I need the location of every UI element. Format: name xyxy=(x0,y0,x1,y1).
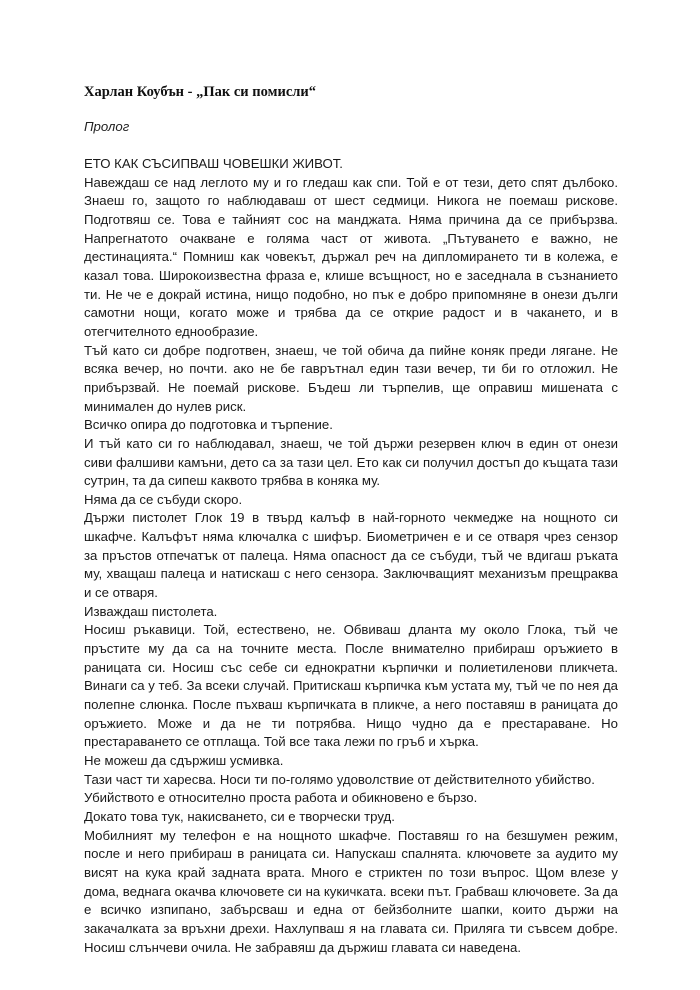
paragraph: Всичко опира до подготовка и търпение. xyxy=(84,417,333,433)
paragraph: И тъй като си го наблюдавал, знаеш, че той държи резервен ключ в един от онези сиви фалшиви камъни, дето са за тази цел. Ето как си получил достъп до къщата тази сутрин, та да сипеш каквото трябва в коняка му. xyxy=(84,435,618,489)
paragraph: ЕТО КАК СЪСИПВАШ ЧОВЕШКИ ЖИВОТ. xyxy=(84,156,343,171)
paragraph: Държи пистолет Глок 19 в твърд калъф в най-горното чекмедже на нощното си шкафче. Калъфът няма ключалка с шифър. Биометричен е и се отваря чрез сензор за пръстов отпечатък от палеца. Няма опасност да се събуди, тъй че вдигаш ръката му, хващаш палеца и натискаш с него сензора. Заключващият механизъм прещраква и се отваря. xyxy=(84,510,618,601)
paragraph: Докато това тук, накисването, си е творчески труд. xyxy=(84,808,395,824)
paragraph: Носиш ръкавици. Той, естествено, не. Обвиваш дланта му около Глока, тъй че пръстите му да са на точните места. После внимателно прибираш оръжието в раницата си. Носиш със себе си еднократни кърпички и полиетиленови пликчета. Винаги са у теб. За всеки случай. Притискаш кърпичка към устата му, тъй че по нея да полепне слюнка. После пъхваш кърпичката в пликче, а него поставяш в раницата до оръжието. Може и да не ти потрябва. Нищо чудно да е престараване. Но престараването се отплаща. Той все така лежи по гръб и хърка. xyxy=(84,622,618,750)
paragraph: Тази част ти харесва. Носи ти по-голямо удоволствие от действителното убийство. xyxy=(84,771,595,787)
section-heading-prologue: Пролог xyxy=(84,119,130,134)
paragraph: Убийството е относително проста работа и обикновено е бързо. xyxy=(84,790,478,806)
paragraph: Мобилният му телефон е на нощното шкафче. Поставяш го на безшумен режим, после и него прибираш в раницата си. Напускаш спалнята. ключовете за аудито му висят на кука край задната врата. Много е стриктен по този въпрос. Щом влезе у дома, веднага окачва ключовете си на кукичката. всеки път. Грабваш ключовете. За да е всичко изпипано, забърсваш и една от бейзболните шапки, които държи на закачалката за връхни дрехи. Нахлупваш я на главата си. Приляга ти съвсем добре. Носиш слънчеви очила. Не забравяш да държиш главата си наведена. xyxy=(84,827,618,955)
document-title: Харлан Коубън - „Пак си помисли“ xyxy=(84,84,317,100)
document-body xyxy=(84,155,618,957)
paragraph: Не можеш да сдържиш усмивка. xyxy=(84,753,284,768)
paragraph: Няма да се събуди скоро. xyxy=(84,491,243,507)
paragraph: Тъй като си добре подготвен, знаеш, че той обича да пийне коняк преди лягане. Не всяка вечер, но почти. ако не бе гаврътнал един тази вечер, ти би го отложил. Не прибързвай. Не поемай рискове. Бъдеш ли търпелив, ще оправиш мишената с минимален до нулев риск. xyxy=(84,342,618,414)
paragraph: Изваждаш пистолета. xyxy=(84,603,218,619)
paragraph: Навеждаш се над леглото му и го гледаш как спи. Той е от тези, дето спят дълбоко. Знаеш го, защото го наблюдаваш от шест седмици. Никога не поемаш рискове. Подготвяш се. Това е тайният сос на манджата. Няма причина да се прибързва. Напрегнатото очакване е голяма част от живота. „Пътуването е важно, не дестинацията.“ Помниш как човекът, държал реч на дипломирането ти в колежа, е казал това. Широкоизвестна фраза е, клише всъщност, но е заседнала в съзнанието ти. Не че е докрай истина, нищо подобно, но пък е добро припомняне в онези дълги самотни нощи, когато може и трябва да се открие радост и в чакането, и в отегчителното еднообразие. xyxy=(84,174,618,339)
